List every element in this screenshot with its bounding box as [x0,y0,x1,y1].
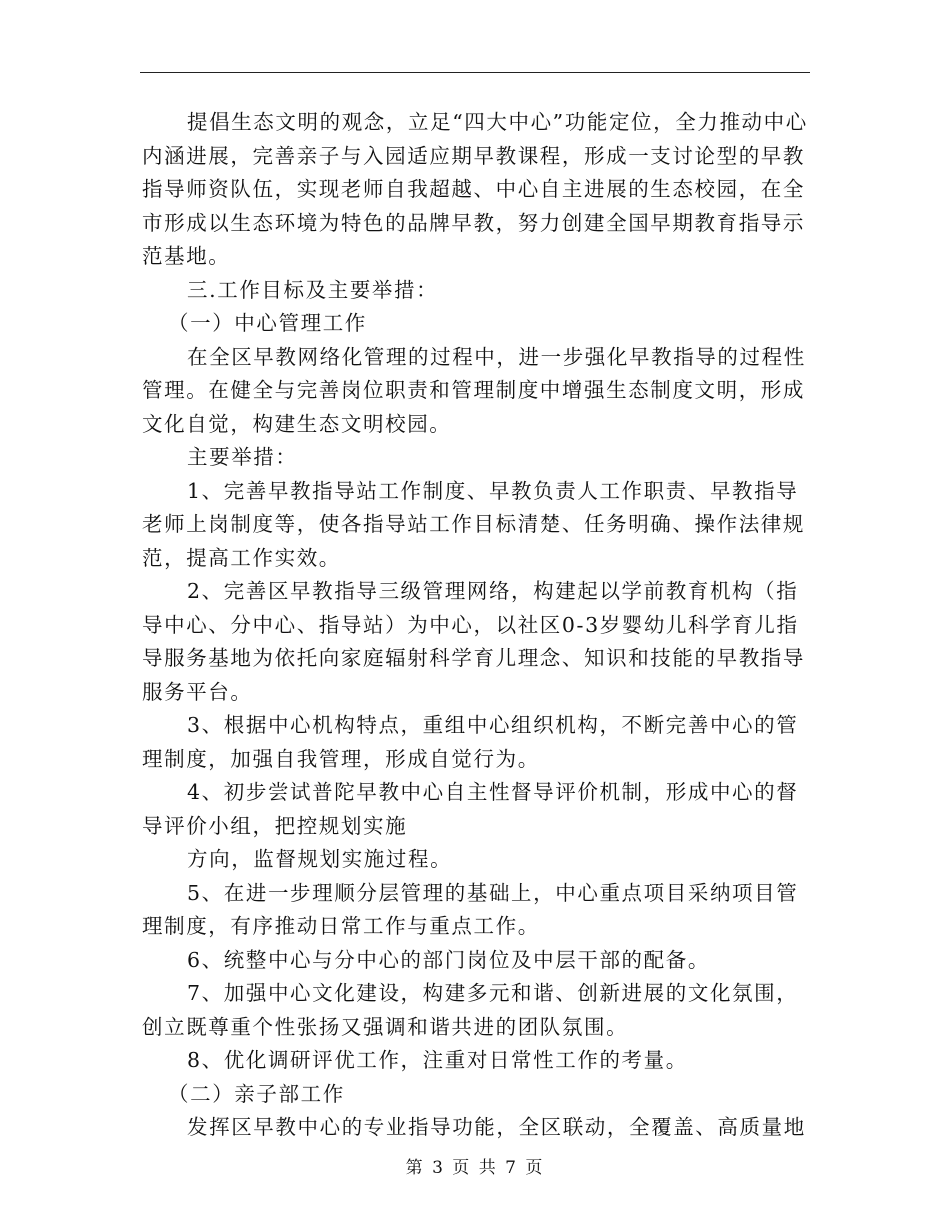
paragraph: 提倡生态文明的观念，立足“四大中心”功能定位，全力推动中心内涵进展，完善亲子与入园适应期早教课程，形成一支讨论型的早教指导师资队伍，实现老师自我超越、中心自主进展的生态校园，在全市形成以生态环境为特色的品牌早教，努力创建全国早期教育指导示范基地。 [142,110,808,268]
page-number-footer: 第 3 页 共 7 页 [405,1158,545,1178]
list-item: 1、完善早教指导站工作制度、早教负责人工作职责、早教指导老师上岗制度等，使各指导站工作目标清楚、任务明确、操作法律规范，提高工作实效。 [142,478,805,570]
section-heading: 三.工作目标及主要举措： [187,277,439,302]
subsection-heading: （二）亲子部工作 [168,1081,345,1106]
header-rule [140,72,810,73]
list-item: 8、优化调研评优工作，注重对日常性工作的考量。 [187,1048,688,1072]
list-item: 6、统整中心与分中心的部门岗位及中层干部的配备。 [187,947,710,972]
paragraph: 方向，监督规划实施过程。 [187,847,453,871]
document-body [142,106,810,1145]
list-item: 5、在进一步理顺分层管理的基础上，中心重点项目采纳项目管理制度，有序推动日常工作与重点工作。 [142,880,799,938]
paragraph: 发挥区早教中心的专业指导功能，全区联动，全覆盖、高质量地 [187,1115,806,1139]
subsection-heading: （一）中心管理工作 [168,311,367,335]
paragraph: 主要举措： [187,445,298,469]
list-item: 2、完善区早教指导三级管理网络，构建起以学前教育机构（指导中心、分中心、指导站）为中心，以社区0-3岁婴幼儿科学育儿指导服务基地为依托向家庭辐射科学育儿理念、知识和技能的早教指导服务平台。 [142,579,805,704]
list-item: 7、加强中心文化建设，构建多元和谐、创新进展的文化氛围，创立既尊重个性张扬又强调和谐共进的团队氛围。 [142,981,799,1039]
list-item: 4、初步尝试普陀早教中心自主性督导评价机制，形成中心的督导评价小组，把控规划实施 [142,780,799,838]
list-item: 3、根据中心机构特点，重组中心组织机构，不断完善中心的管理制度，加强自我管理，形成自觉行为。 [142,713,799,771]
paragraph: 在全区早教网络化管理的过程中，进一步强化早教指导的过程性管理。在健全与完善岗位职责和管理制度中增强生态制度文明，形成文化自觉，构建生态文明校园。 [142,344,806,436]
